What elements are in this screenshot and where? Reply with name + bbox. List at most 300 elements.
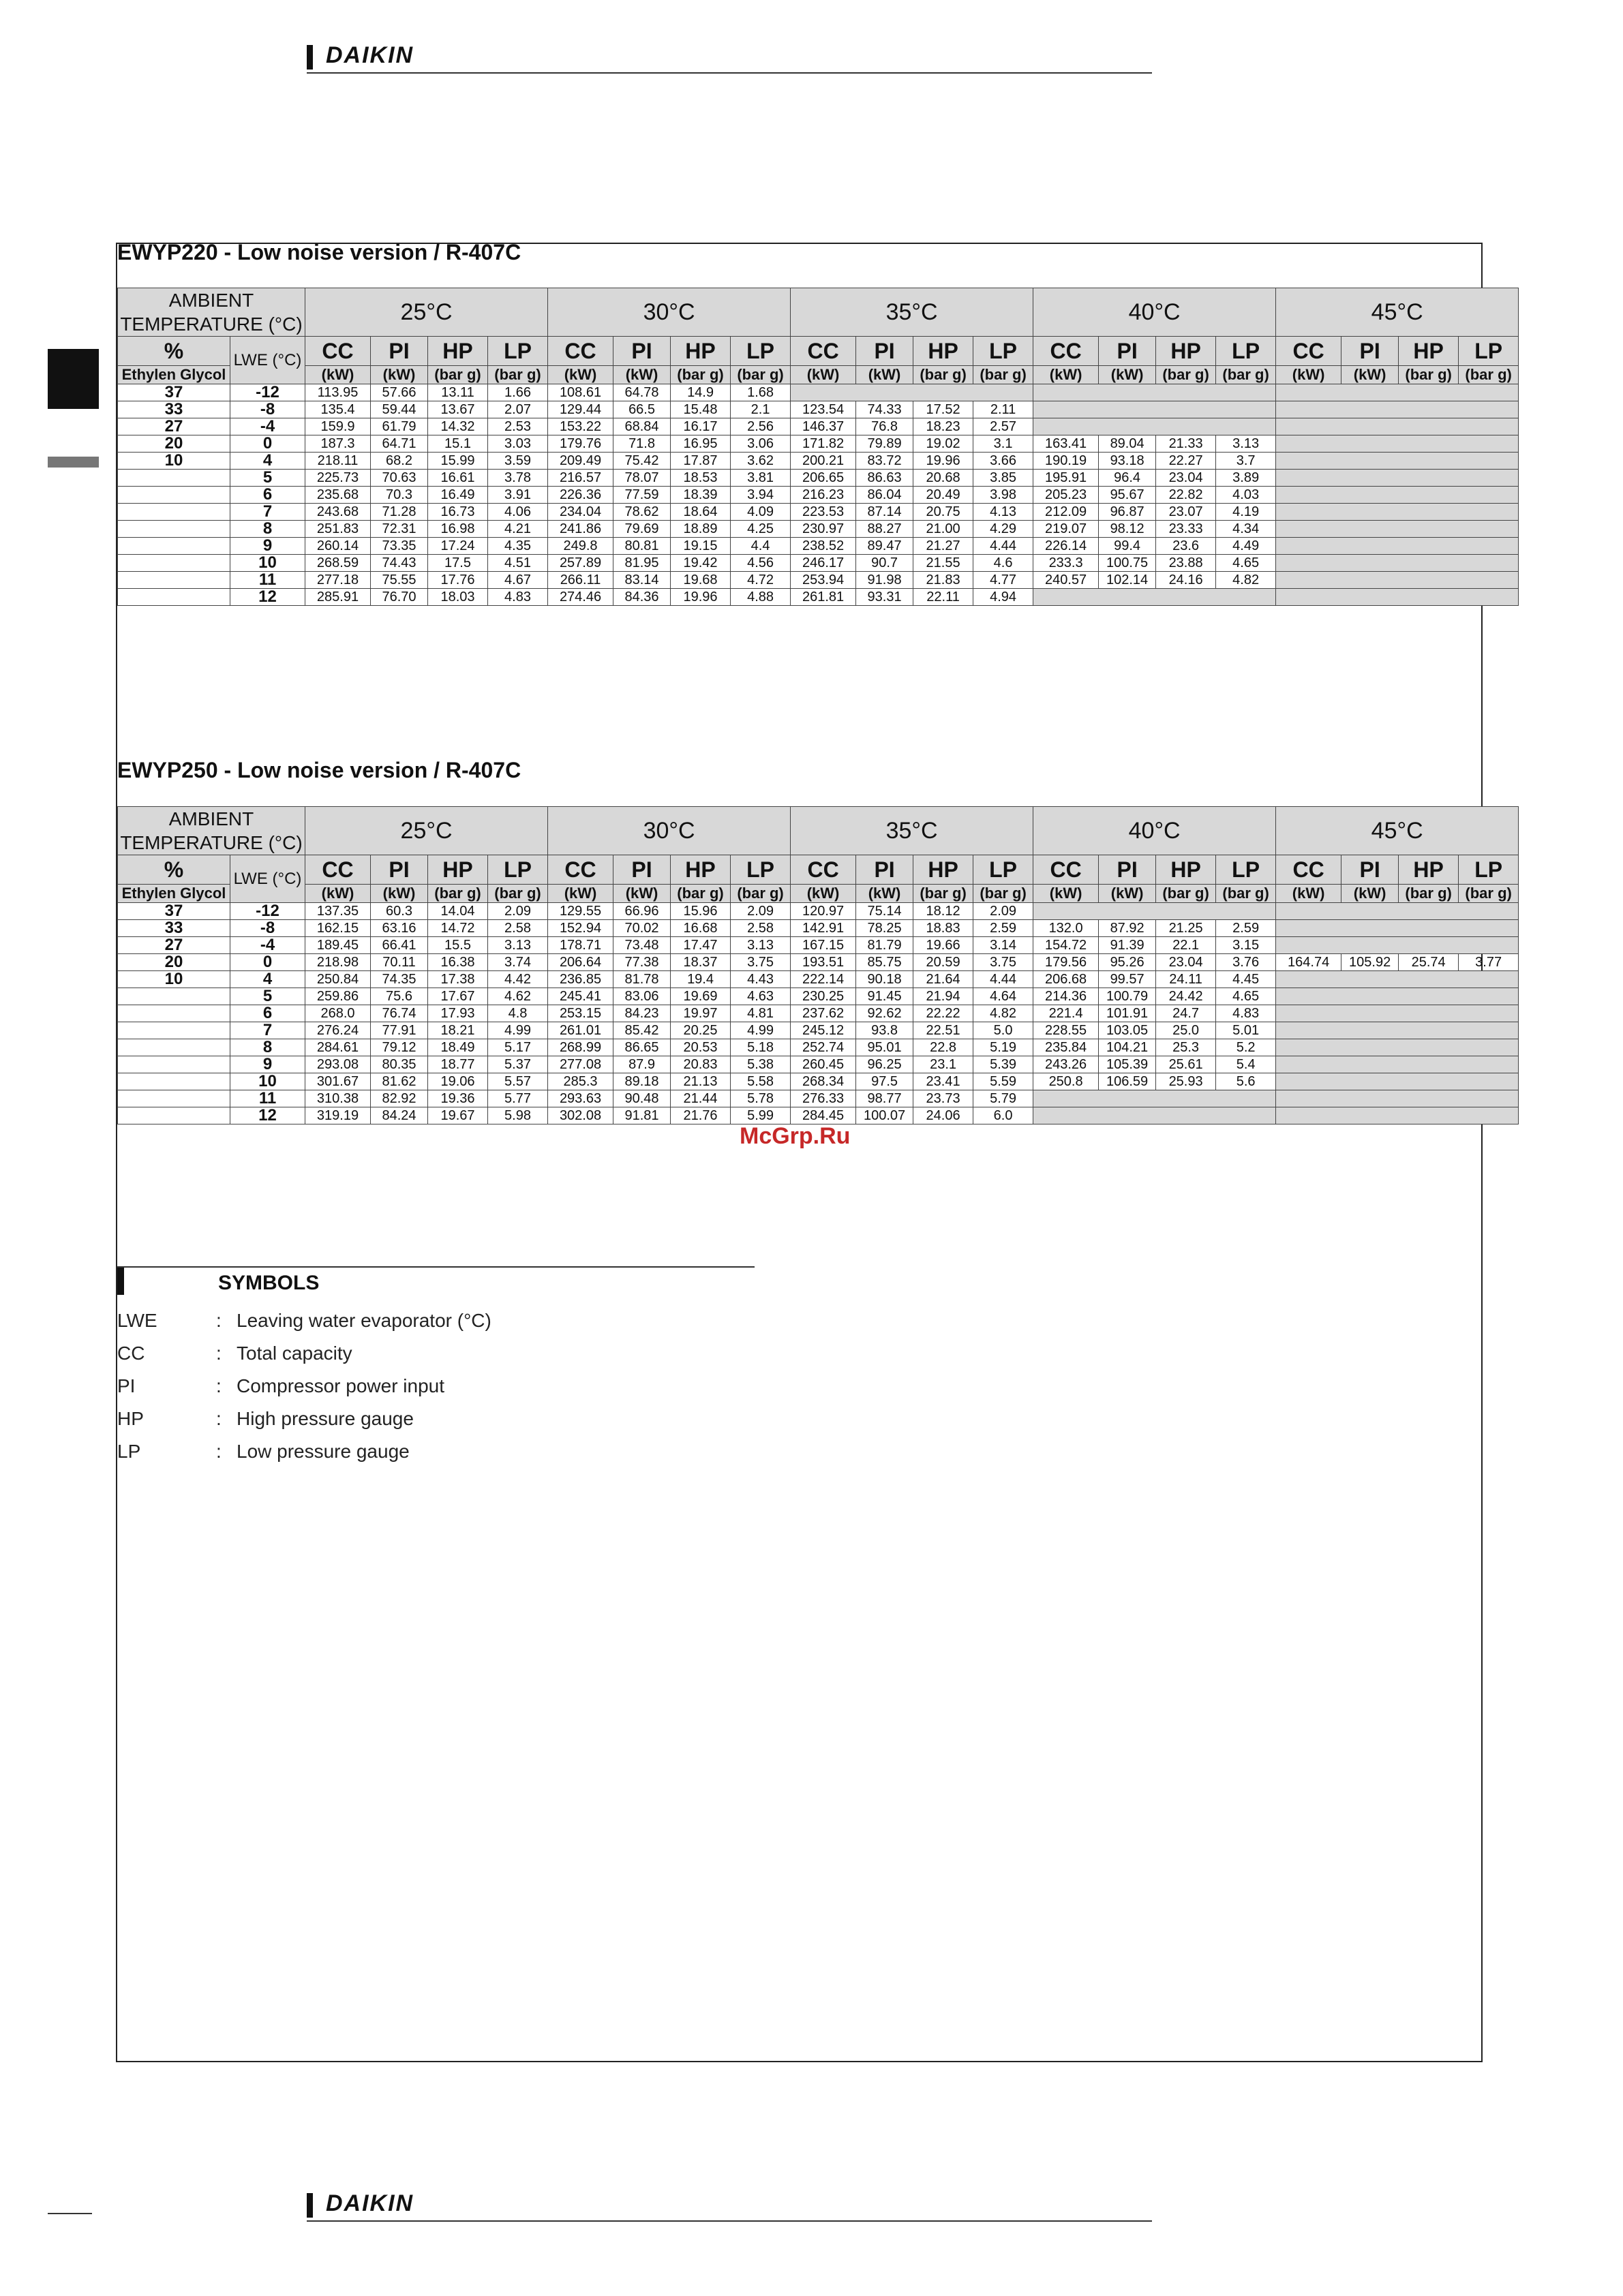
unit-header: (kW) <box>371 885 428 903</box>
value-cell: 3.74 <box>488 954 548 971</box>
empty-cell <box>1276 1005 1519 1022</box>
temp-header-4: 45°C <box>1276 807 1519 855</box>
param-header: LP <box>488 337 548 366</box>
empty-cell <box>791 384 1033 401</box>
lwe-header: LWE (°C) <box>230 337 305 384</box>
value-cell: 68.2 <box>371 453 428 470</box>
param-header: CC <box>305 855 371 885</box>
unit-header: (kW) <box>1341 885 1399 903</box>
value-cell: 75.55 <box>371 572 428 589</box>
value-cell: 22.22 <box>913 1005 973 1022</box>
value-cell: 302.08 <box>548 1107 613 1124</box>
value-cell: 222.14 <box>791 971 856 988</box>
value-cell: 4.64 <box>973 988 1033 1005</box>
value-cell: 95.01 <box>856 1039 913 1056</box>
value-cell: 20.83 <box>671 1056 731 1073</box>
value-cell: 20.75 <box>913 504 973 521</box>
param-header: CC <box>305 337 371 366</box>
unit-header: (bar g) <box>1216 885 1276 903</box>
value-cell: 4.88 <box>731 589 791 606</box>
lwe-cell: 5 <box>230 988 305 1005</box>
value-cell: 4.65 <box>1216 555 1276 572</box>
value-cell: 80.81 <box>613 538 671 555</box>
daikin-logo-footer: DAIKIN <box>326 2190 414 2216</box>
value-cell: 2.57 <box>973 418 1033 435</box>
value-cell: 84.24 <box>371 1107 428 1124</box>
value-cell: 23.1 <box>913 1056 973 1073</box>
value-cell: 5.01 <box>1216 1022 1276 1039</box>
value-cell: 212.09 <box>1033 504 1099 521</box>
glycol-cell <box>118 538 230 555</box>
value-cell: 218.11 <box>305 453 371 470</box>
table-row <box>118 1073 1519 1090</box>
empty-cell <box>1033 1090 1276 1107</box>
value-cell: 4.44 <box>973 538 1033 555</box>
value-cell: 4.19 <box>1216 504 1276 521</box>
value-cell: 319.19 <box>305 1107 371 1124</box>
value-cell: 4.94 <box>973 589 1033 606</box>
value-cell: 243.26 <box>1033 1056 1099 1073</box>
value-cell: 81.95 <box>613 555 671 572</box>
lwe-cell: 12 <box>230 1107 305 1124</box>
symbol-separator: : <box>216 1310 222 1331</box>
glycol-cell <box>118 555 230 572</box>
table-row <box>118 470 1519 487</box>
unit-header: (bar g) <box>913 366 973 384</box>
value-cell: 75.14 <box>856 903 913 920</box>
unit-header: (bar g) <box>973 885 1033 903</box>
value-cell: 3.13 <box>488 937 548 954</box>
param-header: CC <box>548 855 613 885</box>
value-cell: 16.49 <box>428 487 488 504</box>
value-cell: 85.75 <box>856 954 913 971</box>
unit-header: (bar g) <box>671 366 731 384</box>
value-cell: 99.57 <box>1099 971 1156 988</box>
value-cell: 15.96 <box>671 903 731 920</box>
value-cell: 87.14 <box>856 504 913 521</box>
symbol-desc: Leaving water evaporator (°C) <box>237 1310 491 1331</box>
value-cell: 21.33 <box>1156 435 1216 453</box>
side-tab-dash <box>48 457 99 468</box>
value-cell: 15.48 <box>671 401 731 418</box>
value-cell: 226.36 <box>548 487 613 504</box>
lwe-cell: -8 <box>230 401 305 418</box>
symbol-row <box>117 1408 414 1430</box>
value-cell: 221.4 <box>1033 1005 1099 1022</box>
value-cell: 1.66 <box>488 384 548 401</box>
unit-header: (kW) <box>1099 885 1156 903</box>
value-cell: 235.84 <box>1033 1039 1099 1056</box>
unit-header: (bar g) <box>1156 885 1216 903</box>
value-cell: 22.82 <box>1156 487 1216 504</box>
value-cell: 77.91 <box>371 1022 428 1039</box>
value-cell: 64.78 <box>613 384 671 401</box>
footer-bar <box>307 2193 313 2218</box>
value-cell: 90.7 <box>856 555 913 572</box>
symbol-separator: : <box>216 1343 222 1364</box>
value-cell: 21.94 <box>913 988 973 1005</box>
value-cell: 21.00 <box>913 521 973 538</box>
value-cell: 15.5 <box>428 937 488 954</box>
value-cell: 22.8 <box>913 1039 973 1056</box>
value-cell: 81.79 <box>856 937 913 954</box>
unit-header: (kW) <box>856 885 913 903</box>
value-cell: 18.23 <box>913 418 973 435</box>
value-cell: 5.59 <box>973 1073 1033 1090</box>
param-header: PI <box>1341 337 1399 366</box>
value-cell: 3.91 <box>488 487 548 504</box>
value-cell: 236.85 <box>548 971 613 988</box>
lwe-cell: 11 <box>230 1090 305 1107</box>
value-cell: 154.72 <box>1033 937 1099 954</box>
value-cell: 66.5 <box>613 401 671 418</box>
unit-header: (kW) <box>305 366 371 384</box>
unit-header: (kW) <box>856 366 913 384</box>
glycol-cell <box>118 589 230 606</box>
value-cell: 16.95 <box>671 435 731 453</box>
value-cell: 14.9 <box>671 384 731 401</box>
glycol-cell <box>118 572 230 589</box>
value-cell: 4.42 <box>488 971 548 988</box>
value-cell: 3.89 <box>1216 470 1276 487</box>
temp-header-4: 45°C <box>1276 288 1519 337</box>
param-header: HP <box>428 855 488 885</box>
value-cell: 74.35 <box>371 971 428 988</box>
glycol-cell: 33 <box>118 401 230 418</box>
value-cell: 24.16 <box>1156 572 1216 589</box>
value-cell: 18.89 <box>671 521 731 538</box>
value-cell: 5.99 <box>731 1107 791 1124</box>
value-cell: 4.82 <box>1216 572 1276 589</box>
value-cell: 13.67 <box>428 401 488 418</box>
lwe-cell: -12 <box>230 903 305 920</box>
value-cell: 146.37 <box>791 418 856 435</box>
value-cell: 70.02 <box>613 920 671 937</box>
value-cell: 5.58 <box>731 1073 791 1090</box>
param-header: LP <box>1459 855 1519 885</box>
value-cell: 2.56 <box>731 418 791 435</box>
unit-header: (bar g) <box>1399 885 1459 903</box>
value-cell: 78.25 <box>856 920 913 937</box>
value-cell: 96.25 <box>856 1056 913 1073</box>
param-header: CC <box>1033 337 1099 366</box>
value-cell: 100.07 <box>856 1107 913 1124</box>
value-cell: 105.39 <box>1099 1056 1156 1073</box>
temp-header-1: 30°C <box>548 288 791 337</box>
empty-cell <box>1276 988 1519 1005</box>
lwe-cell: 6 <box>230 1005 305 1022</box>
param-header: PI <box>613 337 671 366</box>
performance-table-ewyp250 <box>117 806 1519 1124</box>
table-row <box>118 418 1519 435</box>
value-cell: 293.63 <box>548 1090 613 1107</box>
empty-cell <box>1276 971 1519 988</box>
value-cell: 90.18 <box>856 971 913 988</box>
table-row <box>118 555 1519 572</box>
value-cell: 142.91 <box>791 920 856 937</box>
value-cell: 20.59 <box>913 954 973 971</box>
symbol-abbr: PI <box>117 1375 136 1396</box>
param-header: HP <box>671 855 731 885</box>
unit-header: (kW) <box>1099 366 1156 384</box>
empty-cell <box>1276 470 1519 487</box>
value-cell: 3.85 <box>973 470 1033 487</box>
empty-cell <box>1276 920 1519 937</box>
unit-header: (kW) <box>791 366 856 384</box>
value-cell: 205.23 <box>1033 487 1099 504</box>
value-cell: 3.7 <box>1216 453 1276 470</box>
value-cell: 4.56 <box>731 555 791 572</box>
value-cell: 80.35 <box>371 1056 428 1073</box>
table-row <box>118 903 1519 920</box>
value-cell: 21.83 <box>913 572 973 589</box>
temp-header-3: 40°C <box>1033 288 1276 337</box>
param-header: HP <box>1399 855 1459 885</box>
value-cell: 93.18 <box>1099 453 1156 470</box>
value-cell: 4.63 <box>731 988 791 1005</box>
value-cell: 195.91 <box>1033 470 1099 487</box>
table-row <box>118 572 1519 589</box>
value-cell: 3.75 <box>731 954 791 971</box>
glycol-cell <box>118 1005 230 1022</box>
header-row-units <box>118 366 1519 384</box>
glycol-cell: 10 <box>118 453 230 470</box>
glycol-cell <box>118 988 230 1005</box>
table-row <box>118 1005 1519 1022</box>
value-cell: 18.83 <box>913 920 973 937</box>
empty-cell <box>1276 572 1519 589</box>
value-cell: 4.03 <box>1216 487 1276 504</box>
value-cell: 18.77 <box>428 1056 488 1073</box>
value-cell: 5.17 <box>488 1039 548 1056</box>
value-cell: 23.33 <box>1156 521 1216 538</box>
value-cell: 17.93 <box>428 1005 488 1022</box>
symbol-separator: : <box>216 1441 222 1462</box>
unit-header: (kW) <box>613 885 671 903</box>
value-cell: 4.77 <box>973 572 1033 589</box>
glycol-cell <box>118 1090 230 1107</box>
empty-cell <box>1276 384 1519 401</box>
value-cell: 100.79 <box>1099 988 1156 1005</box>
value-cell: 23.88 <box>1156 555 1216 572</box>
lwe-cell: 8 <box>230 1039 305 1056</box>
empty-cell <box>1276 538 1519 555</box>
value-cell: 233.3 <box>1033 555 1099 572</box>
value-cell: 74.43 <box>371 555 428 572</box>
ambient-temperature-header: AMBIENT TEMPERATURE (°C) <box>118 288 305 337</box>
value-cell: 17.47 <box>671 937 731 954</box>
lwe-cell: 7 <box>230 1022 305 1039</box>
empty-cell <box>1276 521 1519 538</box>
value-cell: 86.65 <box>613 1039 671 1056</box>
performance-table-ewyp220 <box>117 288 1519 606</box>
value-cell: 2.09 <box>731 903 791 920</box>
value-cell: 23.73 <box>913 1090 973 1107</box>
page-header <box>307 41 1152 74</box>
value-cell: 5.0 <box>973 1022 1033 1039</box>
table-row <box>118 435 1519 453</box>
value-cell: 3.13 <box>1216 435 1276 453</box>
value-cell: 187.3 <box>305 435 371 453</box>
param-header: PI <box>856 337 913 366</box>
value-cell: 3.78 <box>488 470 548 487</box>
empty-cell <box>1276 1056 1519 1073</box>
glycol-cell <box>118 470 230 487</box>
value-cell: 5.57 <box>488 1073 548 1090</box>
value-cell: 24.7 <box>1156 1005 1216 1022</box>
value-cell: 162.15 <box>305 920 371 937</box>
watermark-text: McGrp.Ru <box>740 1123 851 1149</box>
lwe-cell: 11 <box>230 572 305 589</box>
value-cell: 3.14 <box>973 937 1033 954</box>
table-title-ewyp250: EWYP250 - Low noise version / R-407C <box>117 758 521 782</box>
symbol-desc: High pressure gauge <box>237 1408 414 1429</box>
unit-header: (bar g) <box>488 366 548 384</box>
value-cell: 22.51 <box>913 1022 973 1039</box>
param-header: HP <box>1399 337 1459 366</box>
value-cell: 4.4 <box>731 538 791 555</box>
value-cell: 18.64 <box>671 504 731 521</box>
value-cell: 3.81 <box>731 470 791 487</box>
value-cell: 1.68 <box>731 384 791 401</box>
value-cell: 285.3 <box>548 1073 613 1090</box>
value-cell: 76.8 <box>856 418 913 435</box>
percent-header: % <box>118 855 230 885</box>
value-cell: 277.18 <box>305 572 371 589</box>
value-cell: 276.33 <box>791 1090 856 1107</box>
value-cell: 241.86 <box>548 521 613 538</box>
value-cell: 77.59 <box>613 487 671 504</box>
param-header: LP <box>1216 855 1276 885</box>
glycol-cell: 20 <box>118 435 230 453</box>
value-cell: 5.77 <box>488 1090 548 1107</box>
value-cell: 19.15 <box>671 538 731 555</box>
value-cell: 245.12 <box>791 1022 856 1039</box>
value-cell: 59.44 <box>371 401 428 418</box>
table-title-ewyp220: EWYP220 - Low noise version / R-407C <box>117 240 521 264</box>
glycol-cell <box>118 487 230 504</box>
table-row <box>118 1056 1519 1073</box>
value-cell: 96.87 <box>1099 504 1156 521</box>
param-header: PI <box>856 855 913 885</box>
value-cell: 25.74 <box>1399 954 1459 971</box>
lwe-cell: -8 <box>230 920 305 937</box>
value-cell: 24.06 <box>913 1107 973 1124</box>
value-cell: 4.72 <box>731 572 791 589</box>
value-cell: 18.49 <box>428 1039 488 1056</box>
value-cell: 102.14 <box>1099 572 1156 589</box>
value-cell: 3.03 <box>488 435 548 453</box>
value-cell: 3.13 <box>731 937 791 954</box>
value-cell: 4.8 <box>488 1005 548 1022</box>
glycol-cell <box>118 1073 230 1090</box>
value-cell: 93.31 <box>856 589 913 606</box>
glycol-cell: 27 <box>118 937 230 954</box>
unit-header: (kW) <box>1341 366 1399 384</box>
value-cell: 22.1 <box>1156 937 1216 954</box>
page-footer <box>307 2189 1152 2222</box>
symbol-desc: Compressor power input <box>237 1375 445 1396</box>
value-cell: 216.23 <box>791 487 856 504</box>
empty-cell <box>1033 401 1276 418</box>
value-cell: 3.15 <box>1216 937 1276 954</box>
value-cell: 253.94 <box>791 572 856 589</box>
value-cell: 95.67 <box>1099 487 1156 504</box>
value-cell: 19.4 <box>671 971 731 988</box>
value-cell: 17.38 <box>428 971 488 988</box>
param-header: PI <box>1099 337 1156 366</box>
temp-header-0: 25°C <box>305 288 548 337</box>
value-cell: 103.05 <box>1099 1022 1156 1039</box>
value-cell: 2.1 <box>731 401 791 418</box>
value-cell: 25.3 <box>1156 1039 1216 1056</box>
value-cell: 71.28 <box>371 504 428 521</box>
table-row <box>118 920 1519 937</box>
value-cell: 123.54 <box>791 401 856 418</box>
param-header: CC <box>1276 337 1341 366</box>
value-cell: 179.56 <box>1033 954 1099 971</box>
value-cell: 2.53 <box>488 418 548 435</box>
value-cell: 5.98 <box>488 1107 548 1124</box>
value-cell: 259.86 <box>305 988 371 1005</box>
value-cell: 83.14 <box>613 572 671 589</box>
value-cell: 18.12 <box>913 903 973 920</box>
value-cell: 19.96 <box>671 589 731 606</box>
table-row <box>118 504 1519 521</box>
value-cell: 25.0 <box>1156 1022 1216 1039</box>
value-cell: 89.47 <box>856 538 913 555</box>
value-cell: 61.79 <box>371 418 428 435</box>
glycol-cell <box>118 504 230 521</box>
value-cell: 214.36 <box>1033 988 1099 1005</box>
lwe-cell: 7 <box>230 504 305 521</box>
value-cell: 4.13 <box>973 504 1033 521</box>
value-cell: 234.04 <box>548 504 613 521</box>
empty-cell <box>1276 589 1519 606</box>
value-cell: 17.24 <box>428 538 488 555</box>
value-cell: 96.4 <box>1099 470 1156 487</box>
value-cell: 85.42 <box>613 1022 671 1039</box>
glycol-cell: 33 <box>118 920 230 937</box>
empty-cell <box>1276 555 1519 572</box>
unit-header: (kW) <box>1033 885 1099 903</box>
table-row <box>118 521 1519 538</box>
table-row <box>118 1039 1519 1056</box>
param-header: CC <box>1276 855 1341 885</box>
value-cell: 223.53 <box>791 504 856 521</box>
value-cell: 4.62 <box>488 988 548 1005</box>
value-cell: 216.57 <box>548 470 613 487</box>
value-cell: 4.49 <box>1216 538 1276 555</box>
value-cell: 25.61 <box>1156 1056 1216 1073</box>
value-cell: 19.06 <box>428 1073 488 1090</box>
value-cell: 92.62 <box>856 1005 913 1022</box>
value-cell: 301.67 <box>305 1073 371 1090</box>
unit-header: (kW) <box>305 885 371 903</box>
value-cell: 17.76 <box>428 572 488 589</box>
symbol-row <box>117 1310 491 1332</box>
value-cell: 153.22 <box>548 418 613 435</box>
unit-header: (kW) <box>371 366 428 384</box>
value-cell: 268.99 <box>548 1039 613 1056</box>
table-row <box>118 954 1519 971</box>
value-cell: 219.07 <box>1033 521 1099 538</box>
value-cell: 18.03 <box>428 589 488 606</box>
value-cell: 260.14 <box>305 538 371 555</box>
value-cell: 13.11 <box>428 384 488 401</box>
table-row <box>118 538 1519 555</box>
glycol-cell <box>118 1107 230 1124</box>
